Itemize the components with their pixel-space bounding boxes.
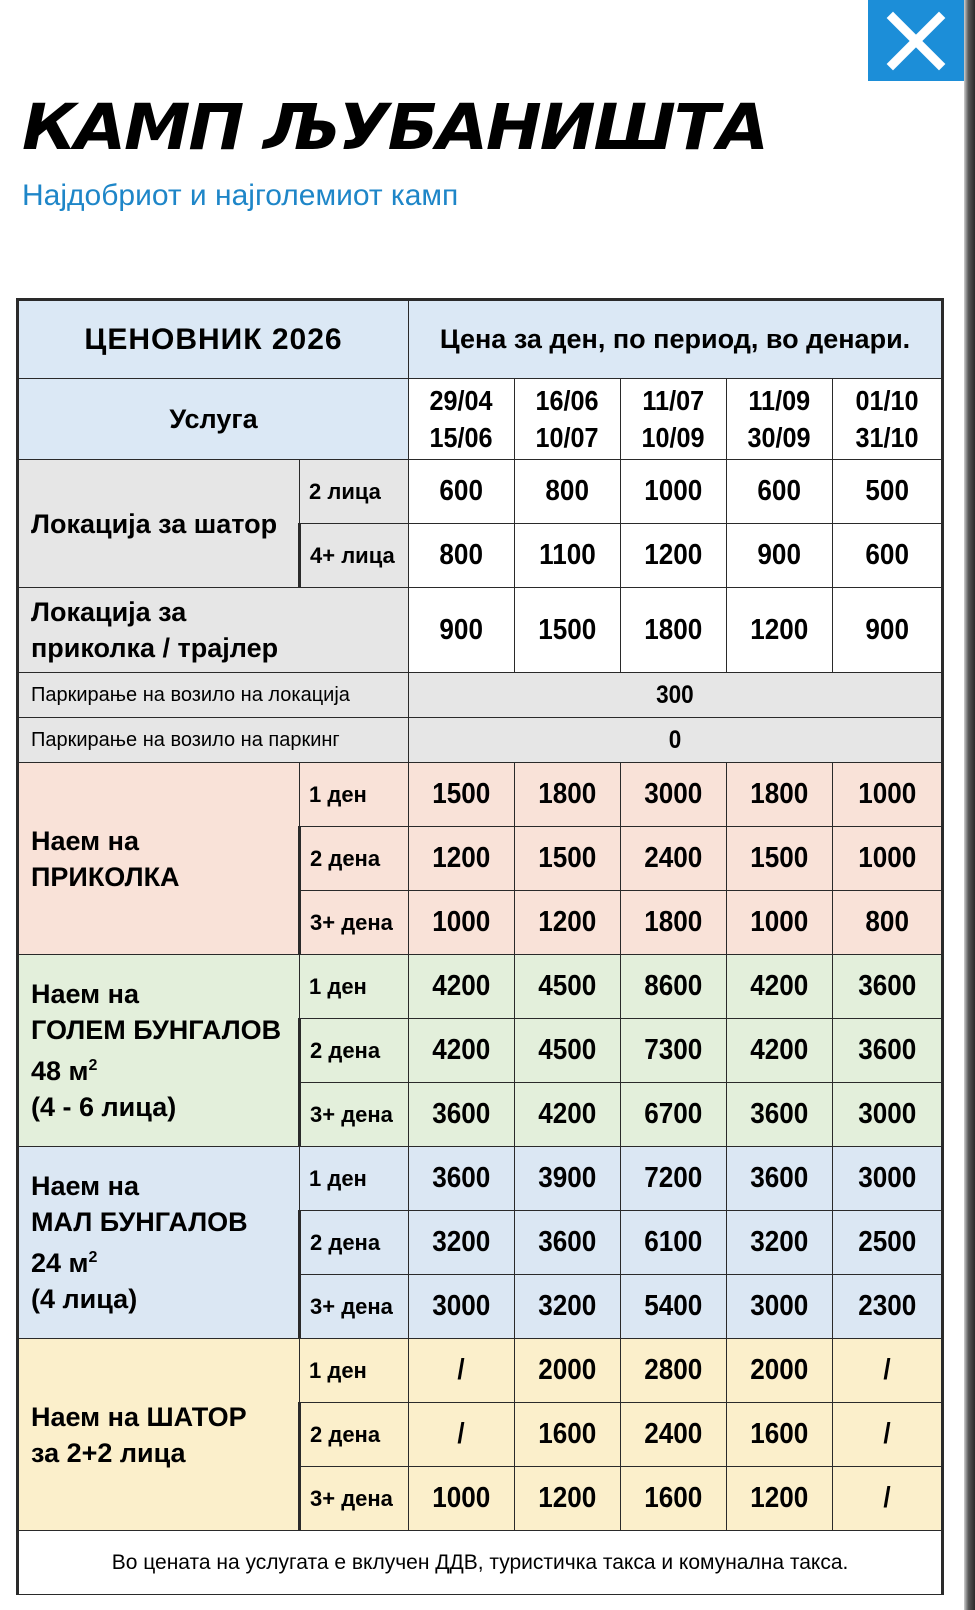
price-cell: 6700: [621, 1083, 727, 1147]
period-header: 11/09 30/09: [727, 379, 833, 460]
price-cell: 1200: [409, 827, 515, 891]
price-cell: 1200: [621, 524, 727, 588]
sub-label: 1 ден: [300, 763, 409, 827]
price-cell: 3600: [515, 1211, 621, 1275]
price-cell: 1000: [409, 891, 515, 955]
price-cell: 2500: [833, 1211, 943, 1275]
price-cell: 600: [727, 460, 833, 524]
service-trailer-rent: Наем на ПРИКОЛКА: [18, 763, 300, 955]
price-cell: 1200: [727, 1467, 833, 1531]
price-cell: 3000: [727, 1275, 833, 1339]
service-parking-lot: Паркирање на возило на паркинг: [18, 718, 409, 763]
price-cell: 1000: [409, 1467, 515, 1531]
price-cell: 0: [409, 718, 943, 763]
price-cell: 1600: [727, 1403, 833, 1467]
price-cell: 1800: [621, 588, 727, 673]
price-cell: /: [833, 1403, 943, 1467]
price-cell: 3600: [409, 1083, 515, 1147]
sub-label: 4+ лица: [300, 524, 409, 588]
price-table: [16, 298, 944, 1595]
price-cell: 3600: [833, 1019, 943, 1083]
price-cell: 2400: [621, 827, 727, 891]
price-cell: 3600: [727, 1147, 833, 1211]
sub-label: 2 дена: [300, 827, 409, 891]
price-cell: 3200: [727, 1211, 833, 1275]
price-cell: 8600: [621, 955, 727, 1019]
price-cell: 2000: [515, 1339, 621, 1403]
price-cell: 1500: [515, 827, 621, 891]
sub-label: 2 дена: [300, 1019, 409, 1083]
price-cell: 300: [409, 673, 943, 718]
sub-label: 1 ден: [300, 1339, 409, 1403]
sub-label: 2 лица: [300, 460, 409, 524]
window-edge: [964, 0, 975, 1610]
price-cell: 4200: [727, 1019, 833, 1083]
price-cell: 3600: [833, 955, 943, 1019]
sub-label: 3+ дена: [300, 1275, 409, 1339]
price-cell: 1500: [727, 827, 833, 891]
price-cell: 900: [727, 524, 833, 588]
pricelist-title: ЦЕНОВНИК 2026: [18, 300, 409, 379]
sub-label: 3+ дена: [300, 1467, 409, 1531]
price-cell: 800: [409, 524, 515, 588]
price-cell: 5400: [621, 1275, 727, 1339]
sub-label: 1 ден: [300, 1147, 409, 1211]
price-cell: 7200: [621, 1147, 727, 1211]
page-subtitle: Најдобриот и најголемиот камп: [22, 179, 459, 212]
price-cell: 1800: [515, 763, 621, 827]
service-header: Услуга: [18, 379, 409, 460]
price-cell: 1800: [727, 763, 833, 827]
price-cell: 900: [833, 588, 943, 673]
price-cell: 1000: [833, 763, 943, 827]
footer-note: Во цената на услугата е вклучен ДДВ, туристичка такса и комунална такса.: [18, 1531, 943, 1595]
price-cell: 3000: [409, 1275, 515, 1339]
price-cell: 1000: [833, 827, 943, 891]
price-cell: /: [833, 1467, 943, 1531]
price-cell: 4200: [409, 1019, 515, 1083]
price-cell: 600: [833, 524, 943, 588]
period-header: 11/07 10/09: [621, 379, 727, 460]
price-cell: 4200: [515, 1083, 621, 1147]
price-cell: 1800: [621, 891, 727, 955]
sub-label: 3+ дена: [300, 1083, 409, 1147]
price-cell: 6100: [621, 1211, 727, 1275]
price-cell: 4200: [727, 955, 833, 1019]
close-button[interactable]: [868, 0, 964, 81]
price-cell: 4500: [515, 955, 621, 1019]
price-cell: 800: [515, 460, 621, 524]
price-cell: /: [409, 1339, 515, 1403]
price-cell: 2800: [621, 1339, 727, 1403]
price-cell: 3600: [727, 1083, 833, 1147]
price-cell: 7300: [621, 1019, 727, 1083]
price-cell: 1200: [515, 891, 621, 955]
price-cell: /: [833, 1339, 943, 1403]
price-cell: 900: [409, 588, 515, 673]
price-cell: 1600: [515, 1403, 621, 1467]
period-header: 16/06 10/07: [515, 379, 621, 460]
price-cell: 500: [833, 460, 943, 524]
price-cell: 1500: [515, 588, 621, 673]
price-cell: 1000: [727, 891, 833, 955]
period-caption: Цена за ден, по период, во денари.: [409, 300, 943, 379]
price-cell: 2300: [833, 1275, 943, 1339]
price-cell: 4500: [515, 1019, 621, 1083]
service-big-bungalow: Наем на ГОЛЕМ БУНГАЛОВ 48 $м^2$ (4 - 6 лица): [18, 955, 300, 1147]
price-cell: /: [409, 1403, 515, 1467]
price-cell: 1000: [621, 460, 727, 524]
service-tent-location: Локација за шатор: [18, 460, 300, 588]
price-cell: 1200: [515, 1467, 621, 1531]
price-cell: 4200: [409, 955, 515, 1019]
price-cell: 3200: [409, 1211, 515, 1275]
sub-label: 3+ дена: [300, 891, 409, 955]
sub-label: 2 дена: [300, 1403, 409, 1467]
sub-label: 2 дена: [300, 1211, 409, 1275]
price-cell: 3600: [409, 1147, 515, 1211]
close-icon: [885, 10, 947, 72]
price-cell: 3000: [833, 1147, 943, 1211]
sub-label: 1 ден: [300, 955, 409, 1019]
price-cell: 3900: [515, 1147, 621, 1211]
page-title: КАМП ЉУБАНИШТА: [22, 91, 767, 164]
period-header: 29/04 15/06: [409, 379, 515, 460]
price-cell: 2000: [727, 1339, 833, 1403]
price-cell: 3200: [515, 1275, 621, 1339]
service-trailer-location: Локација за приколка / трајлер: [18, 588, 409, 673]
price-cell: 3000: [833, 1083, 943, 1147]
price-cell: 1600: [621, 1467, 727, 1531]
service-tent-rent: Наем на ШАТОР за 2+2 лица: [18, 1339, 300, 1531]
period-header: 01/10 31/10: [833, 379, 943, 460]
service-parking-location: Паркирање на возило на локација: [18, 673, 409, 718]
price-cell: 1200: [727, 588, 833, 673]
price-cell: 1100: [515, 524, 621, 588]
price-cell: 3000: [621, 763, 727, 827]
price-cell: 1500: [409, 763, 515, 827]
price-cell: 2400: [621, 1403, 727, 1467]
service-small-bungalow: Наем на МАЛ БУНГАЛОВ 24 $м^2$ (4 лица): [18, 1147, 300, 1339]
price-cell: 800: [833, 891, 943, 955]
price-cell: 600: [409, 460, 515, 524]
